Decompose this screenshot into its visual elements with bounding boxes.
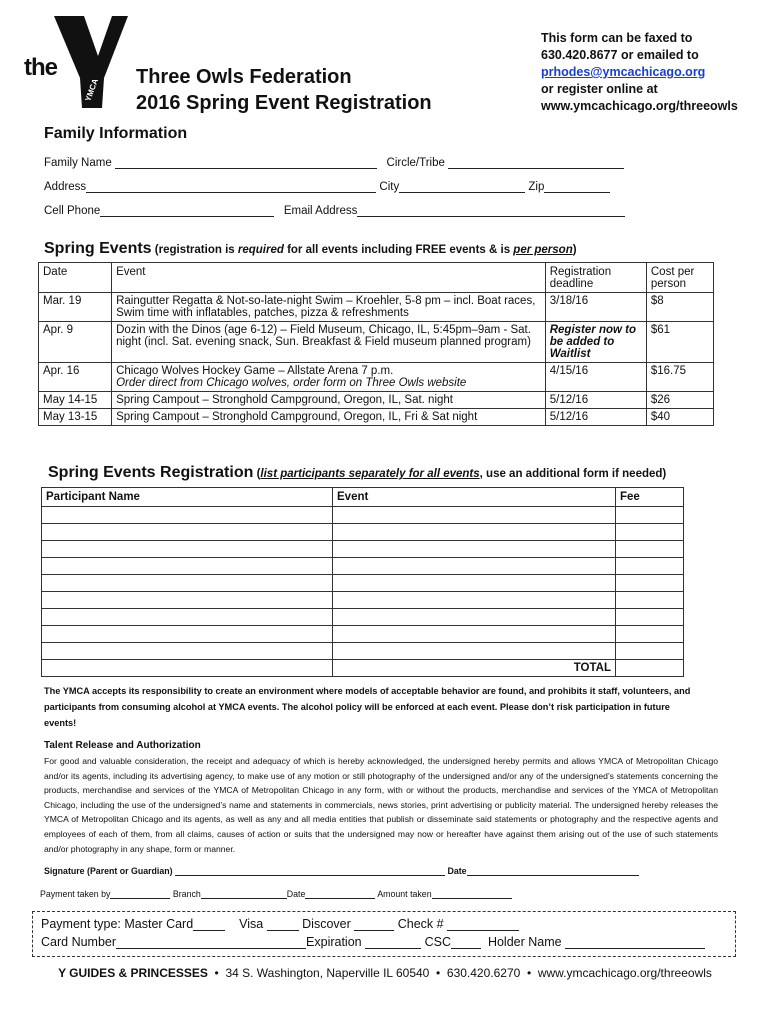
events-header-row [39,263,714,293]
event-cell[interactable] [333,507,616,524]
branch-field[interactable] [201,889,287,899]
zip-label: Zip [528,181,545,193]
discover-field[interactable] [354,919,394,931]
event-cost: $26 [646,392,713,409]
fee-cell[interactable] [616,558,684,575]
spring-events-note: (registration is required for all events including FREE events & is per person) [154,244,577,256]
participant-cell[interactable] [42,643,333,660]
participant-cell[interactable] [42,592,333,609]
registration-row [42,643,684,660]
signature-date-label: Date [447,866,467,876]
family-name-field[interactable] [115,157,377,169]
registration-header-row [42,488,684,507]
event-text: Spring Campout – Stronghold Campground, Oregon, IL, Sat. night [116,394,453,406]
email-address-label: Email Address [283,205,358,217]
total-label: TOTAL [333,660,616,677]
payment-type-row [41,917,519,931]
registration-heading-row [48,464,666,482]
participant-cell[interactable] [42,541,333,558]
signature-row [44,866,639,876]
address-field[interactable] [86,181,376,193]
event-description [112,363,546,392]
event-deadline: 3/18/16 [545,293,646,322]
family-name-row [44,157,624,169]
visa-label: Visa [239,917,264,931]
participant-cell[interactable] [42,609,333,626]
col-cost: Cost per person [646,263,713,293]
signature-label: Signature (Parent or Guardian) [44,866,173,876]
amount-taken-field[interactable] [432,889,512,899]
website-text: www.ymcachicago.org/threeowls [541,99,738,113]
registration-row [42,609,684,626]
participant-cell[interactable] [42,626,333,643]
event-description [112,293,546,322]
fax-line-2: 630.420.8677 or emailed to [541,48,699,62]
col-event: Event [112,263,546,293]
card-number-label: Card Number [41,935,117,949]
event-row [39,322,714,363]
footer: Y GUIDES & PRINCESSES • 34 S. Washington, Naperville IL 60540 • 630.420.6270 • www.ymcachicago.org/threeowls [58,966,712,980]
participant-cell[interactable] [42,507,333,524]
payment-box [32,911,736,957]
col-reg-event: Event [333,488,616,507]
total-row [42,660,684,677]
visa-field[interactable] [267,919,299,931]
event-row [39,363,714,392]
registration-row [42,541,684,558]
payment-type-label: Payment type: [41,917,121,931]
footer-phone: 630.420.6270 [446,966,521,980]
page-title [136,64,432,116]
event-description [112,322,546,363]
event-deadline: 5/12/16 [545,409,646,426]
registration-row [42,524,684,541]
fee-cell[interactable] [616,609,684,626]
event-cell[interactable] [333,626,616,643]
registration-table [41,487,684,677]
family-heading: Family Information [44,125,188,142]
city-label: City [379,181,400,193]
total-spacer [42,660,333,677]
event-note: Order direct from Chicago wolves, order form on Three Owls website [116,377,467,389]
participant-cell[interactable] [42,575,333,592]
csc-label: CSC [424,935,451,949]
col-date: Date [39,263,112,293]
payment-taken-by-label: Payment taken by [40,889,111,899]
event-date: May 14-15 [39,392,112,409]
address-label: Address [44,181,87,193]
fax-line-1: This form can be faxed to [541,31,693,45]
cell-phone-field[interactable] [100,205,274,217]
office-date-field[interactable] [305,889,375,899]
event-cell[interactable] [333,575,616,592]
fee-cell[interactable] [616,626,684,643]
online-line: or register online at [541,82,658,96]
event-deadline: Register now to be added to Waitlist [545,322,646,363]
email-address-field[interactable] [357,205,625,217]
spring-events-heading-row [44,240,577,258]
event-row [39,409,714,426]
address-row [44,181,610,193]
event-row [39,392,714,409]
event-cell[interactable] [333,609,616,626]
amount-taken-label: Amount taken [377,889,432,899]
alcohol-policy: The YMCA accepts its responsibility to create an environment where models of acceptable behavior are found, and prohibits it staff, volunteers, and participants from consuming alcohol at YMCA events. The alcohol policy will be enforced at each event. Please don’t risk participation in future events! [44,686,691,728]
card-row [41,935,705,949]
col-participant: Participant Name [42,488,333,507]
footer-website: www.ymcachicago.org/threeowls [537,966,712,980]
email-link[interactable]: prhodes@ymcachicago.org [541,65,706,79]
city-field[interactable] [399,181,525,193]
registration-note: (list participants separately for all events, use an additional form if needed) [256,468,667,480]
event-date: Apr. 16 [39,363,112,392]
participant-cell[interactable] [42,524,333,541]
talent-body: For good and valuable consideration, the receipt and adequacy of which is hereby acknowledged, the undersigned hereby permits and allows YMCA of Metropolitan Chicago and/or its agents, including its advertising agency, to make use of any motion or still photography of the undersigned and/or any of the undersigned’s statements concerning the products, merchandise and services of the YMCA of Metropolitan Chicago in any form, with or without the products, merchandise and services of the YMCA of Metropolitan Chicago, including the use of the undersigned’s name and statements in commercials, news stories, print advertising or publicity material. The undersigned hereby releases the YMCA of Metropolitan Chicago and its agents, as well as any and all media entities that publish or disseminate said statements or photography and the respective agents and employees of each of them, from all claims, causes of action or suits that the undersigned may now or hereafter have against them arising out of the use of such statements and/or photography in any shape, form or manner. [44,756,718,854]
col-deadline: Registration deadline [545,263,646,293]
registration-row [42,626,684,643]
logo-ymca-text: YMCA [83,77,100,103]
fee-cell[interactable] [616,507,684,524]
circle-tribe-field[interactable] [448,157,624,169]
participant-cell[interactable] [42,558,333,575]
event-date: May 13-15 [39,409,112,426]
payment-taken-by-field[interactable] [110,889,170,899]
fee-cell[interactable] [616,643,684,660]
event-cell[interactable] [333,524,616,541]
total-fee-cell[interactable] [616,660,684,677]
registration-row [42,575,684,592]
spring-events-heading: Spring Events [44,240,152,257]
talent-heading: Talent Release and Authorization [44,740,201,751]
event-deadline: 5/12/16 [545,392,646,409]
circle-tribe-label: Circle/Tribe [386,157,445,169]
event-description [112,392,546,409]
event-deadline: 4/15/16 [545,363,646,392]
event-cost: $8 [646,293,713,322]
event-cell[interactable] [333,643,616,660]
registration-row [42,507,684,524]
family-name-label: Family Name [44,157,112,169]
fee-cell[interactable] [616,541,684,558]
registration-row [42,592,684,609]
event-row [39,293,714,322]
master-card-field[interactable] [193,919,225,931]
discover-label: Discover [302,917,351,931]
registration-heading: Spring Events Registration [48,464,254,481]
event-cell[interactable] [333,592,616,609]
phone-row [44,205,625,217]
zip-field[interactable] [544,181,610,193]
event-cell[interactable] [333,541,616,558]
event-date: Mar. 19 [39,293,112,322]
holder-name-label: Holder Name [487,935,562,949]
spring-events-table [38,262,714,426]
event-cost: $40 [646,409,713,426]
footer-address: 34 S. Washington, Naperville IL 60540 [225,966,430,980]
branch-label: Branch [172,889,201,899]
fee-cell[interactable] [616,575,684,592]
event-date: Apr. 9 [39,322,112,363]
event-description [112,409,546,426]
event-text: Spring Campout – Stronghold Campground, Oregon, IL, Fri & Sat night [116,411,478,423]
signature-date-field[interactable] [467,866,639,876]
event-cell[interactable] [333,558,616,575]
event-text: Raingutter Regatta & Not-so-late-night Swim – Kroehler, 5-8 pm – incl. Boat races, Swim time with inflatables, patches, pizza & refreshments [116,295,536,319]
check-field[interactable] [447,919,519,931]
title: Three Owls Federation [136,66,352,88]
office-use-row [40,889,512,899]
event-cost: $61 [646,322,713,363]
master-card-label: Master Card [124,917,194,931]
expiration-field[interactable] [365,937,421,949]
registration-row [42,558,684,575]
holder-name-field[interactable] [565,937,705,949]
logo-the-text: the [24,54,57,81]
signature-field[interactable] [175,866,445,876]
event-cost: $16.75 [646,363,713,392]
card-number-field[interactable] [116,937,306,949]
office-date-label: Date [286,889,306,899]
event-text: Dozin with the Dinos (age 6-12) – Field Museum, Chicago, IL, 5:45pm–9am - Sat. night (incl. Sat. evening snack, Sun. Breakfast & Field museum planned program) [116,324,531,348]
footer-org: Y GUIDES & PRINCESSES [58,966,208,980]
contact-info [541,30,738,115]
col-fee: Fee [616,488,684,507]
fee-cell[interactable] [616,592,684,609]
event-text: Chicago Wolves Hockey Game – Allstate Arena 7 p.m. [116,365,394,377]
csc-field[interactable] [451,937,481,949]
check-label: Check # [397,917,444,931]
fee-cell[interactable] [616,524,684,541]
subtitle: 2016 Spring Event Registration [136,92,432,114]
cell-phone-label: Cell Phone [44,205,101,217]
expiration-label: Expiration [306,935,362,949]
